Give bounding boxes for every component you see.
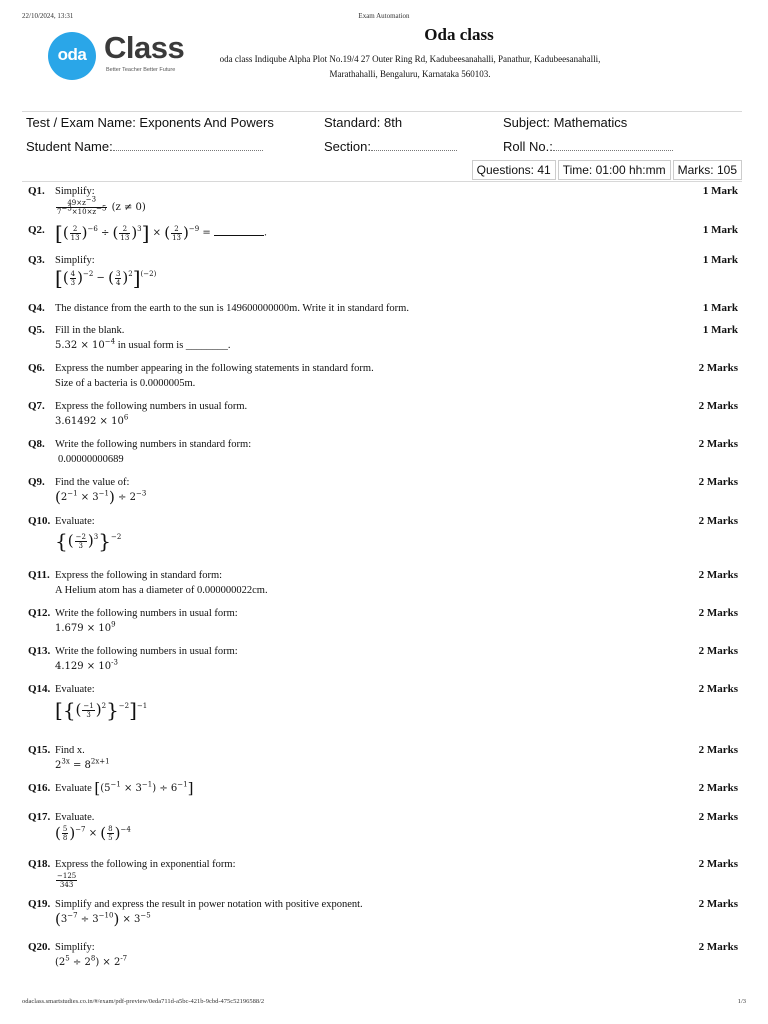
- address-line-2: Marathahalli, Bengaluru, Karnataka 560103.: [329, 69, 491, 79]
- question-16: [28, 781, 744, 810]
- question-text: Write the following numbers in usual form:: [55, 646, 238, 657]
- question-text: Express the following numbers in usual form.: [55, 401, 248, 412]
- question-line2: A Helium atom has a diameter of 0.000000022cm.: [55, 585, 268, 596]
- question-expression: $3.61492 \times 10^6$: [55, 413, 129, 427]
- print-header: [22, 12, 746, 24]
- question-text: Express the number appearing in the following statements in standard form.: [55, 363, 374, 374]
- stat-marks: Marks: 105: [673, 160, 742, 180]
- question-expression: ( $\frac{5}{8}$ )$^{-7}$ × ( $\frac{8}{5}$ )$^{-4}$: [55, 824, 131, 842]
- question-expression: $(3^{-7} \div 3^{-10}) \times 3^{-5}$: [55, 910, 151, 928]
- question-text: Evaluate.: [55, 812, 95, 823]
- question-marks: 1 Mark: [702, 254, 738, 266]
- question-8: [28, 437, 744, 475]
- question-text: Simplify:: [55, 186, 95, 197]
- question-marks: 2 Marks: [698, 941, 738, 953]
- question-number: Q7.: [28, 400, 45, 412]
- question-expression: {( $\frac{-2}{3}$ )$^3$}$^{-2}$: [55, 529, 122, 553]
- question-text: Fill in the blank.: [55, 325, 125, 336]
- question-text: Express the following in exponential form:: [55, 859, 236, 870]
- print-title: Exam Automation: [358, 12, 410, 20]
- question-text: Write the following numbers in usual form:: [55, 608, 238, 619]
- student-name-label: Student Name:: [26, 139, 113, 154]
- question-text: Evaluate:: [55, 684, 95, 695]
- question-text: Find x.: [55, 745, 85, 756]
- question-18: [28, 857, 744, 897]
- question-2: [28, 219, 744, 253]
- exam-standard: Standard: 8th: [324, 115, 403, 130]
- question-marks: 2 Marks: [698, 858, 738, 870]
- question-12: [28, 606, 744, 644]
- question-marks: 2 Marks: [698, 683, 738, 695]
- question-line2: in usual form is ________.: [117, 340, 231, 351]
- stat-time: Time: 01:00 hh:mm: [558, 160, 671, 180]
- question-20: [28, 940, 744, 978]
- brand-logo: [48, 30, 198, 78]
- question-expression: $4.129 \times 10^{-3}$: [55, 658, 118, 672]
- question-17: [28, 810, 744, 857]
- question-subtext: $5.32 \times 10^{-4}$ in usual form is ________.: [55, 337, 231, 351]
- question-number: Q2.: [28, 224, 45, 236]
- question-number: Q11.: [28, 569, 50, 581]
- logo-tagline: Better Teacher Better Future: [106, 67, 176, 73]
- roll-no-label: Roll No.:: [503, 139, 553, 154]
- oda-logo-icon: oda: [48, 32, 96, 80]
- question-10: [28, 514, 744, 568]
- exam-name: Test / Exam Name: Exponents And Powers: [26, 115, 274, 130]
- question-list: [28, 184, 744, 978]
- question-number: Q3.: [28, 254, 45, 266]
- question-3: [28, 253, 744, 301]
- meta-divider: [22, 181, 742, 182]
- question-number: Q8.: [28, 438, 45, 450]
- question-number: Q14.: [28, 683, 51, 695]
- roll-no-field: [503, 139, 673, 154]
- question-marks: 1 Mark: [702, 302, 738, 314]
- question-4: [28, 301, 744, 323]
- exam-stats: [472, 160, 742, 180]
- question-7: [28, 399, 744, 437]
- question-marks: 2 Marks: [698, 782, 738, 794]
- address-line-1: oda class Indiqube Alpha Plot No.19/4 27 Outer Ring Rd, Kadubeesanahalli, Panathur, Kadubeesanahalli,: [219, 54, 601, 64]
- question-5: [28, 323, 744, 361]
- question-text: Find the value of:: [55, 477, 130, 488]
- question-marks: 2 Marks: [698, 515, 738, 527]
- print-timestamp: 22/10/2024, 13:31: [22, 12, 74, 20]
- question-number: Q5.: [28, 324, 45, 336]
- page-url: odaclass.smartstudies.co.in/#/exam/pdf-preview/0eda711d-a5bc-421b-9cbd-475c52196588/2: [22, 998, 265, 1005]
- stat-questions: Questions: 41: [472, 160, 556, 180]
- question-6: [28, 361, 744, 399]
- question-11: [28, 568, 744, 606]
- question-text: The distance from the earth to the sun is 149600000000m. Write it in standard form.: [55, 303, 409, 314]
- question-text: Write the following numbers in standard form:: [55, 439, 252, 450]
- question-text: Simplify:: [55, 255, 95, 266]
- question-text: Express the following in standard form:: [55, 570, 223, 581]
- question-9: [28, 475, 744, 514]
- question-14: [28, 682, 744, 743]
- section-blank: [371, 141, 457, 151]
- question-number: Q4.: [28, 302, 45, 314]
- question-marks: 2 Marks: [698, 898, 738, 910]
- question-expression: $1.679 \times 10^9$: [55, 620, 116, 634]
- question-marks: 1 Mark: [702, 324, 738, 336]
- student-name-field: [26, 139, 263, 154]
- question-marks: 2 Marks: [698, 811, 738, 823]
- question-expression: $\frac{49\times z^{-3}}{7^{-3}\times 10\times z^{-5}}$ (z ≠ 0): [57, 195, 146, 216]
- question-1: [28, 184, 744, 219]
- question-number: Q10.: [28, 515, 51, 527]
- print-footer: [22, 998, 746, 1008]
- roll-no-blank: [553, 141, 673, 151]
- question-number: Q12.: [28, 607, 51, 619]
- question-marks: 2 Marks: [698, 362, 738, 374]
- question-expression: [( $\frac{4}{3}$ )$^{-2}$ − ( $\frac{3}{4}$ )$^2$]$^{(-2)}$: [55, 266, 157, 290]
- question-marks: 2 Marks: [698, 438, 738, 450]
- question-marks: 2 Marks: [698, 744, 738, 756]
- question-expression: $[(5^{-1} \times 3^{-1}) \div 6^{-1}]$: [94, 779, 194, 797]
- question-expression: [{( $\frac{-1}{3}$ )$^2$}$^{-2}$]$^{-1}$: [55, 698, 148, 722]
- question-number: Q16.: [28, 782, 51, 794]
- question-number: Q20.: [28, 941, 51, 953]
- question-number: Q13.: [28, 645, 51, 657]
- question-text: Simplify and express the result in power notation with positive exponent.: [55, 899, 363, 910]
- question-marks: 2 Marks: [698, 400, 738, 412]
- question-marks: 2 Marks: [698, 569, 738, 581]
- question-number: Q6.: [28, 362, 45, 374]
- section-label: Section:: [324, 139, 371, 154]
- page-number: 1/3: [737, 998, 746, 1005]
- question-expression: $(2^{-1} \times 3^{-1}) \div 2^{-3}$: [55, 488, 147, 506]
- question-13: [28, 644, 744, 682]
- question-number: Q17.: [28, 811, 51, 823]
- question-text-row: [55, 781, 744, 796]
- student-name-blank: [113, 141, 263, 151]
- question-text: Evaluate: [55, 783, 92, 794]
- org-name: Oda class: [424, 25, 494, 44]
- question-text: Evaluate:: [55, 516, 95, 527]
- question-number: Q15.: [28, 744, 51, 756]
- question-line2: Size of a bacteria is 0.0000005m.: [55, 378, 196, 389]
- org-address: [190, 52, 630, 82]
- question-marks: 2 Marks: [698, 476, 738, 488]
- question-line2: 0.00000000689: [58, 454, 124, 465]
- question-number: Q9.: [28, 476, 45, 488]
- question-expression: $\frac{-125}{343}$: [57, 872, 77, 889]
- question-marks: 1 Mark: [702, 185, 738, 197]
- section-field: [324, 139, 457, 154]
- question-expression: $(2^5 \div 2^8) \times 2^{-7}$: [55, 954, 128, 968]
- question-15: [28, 743, 744, 781]
- question-expression: $2^{3x} = 8^{2x+1}$: [55, 757, 110, 771]
- question-number: Q18.: [28, 858, 51, 870]
- question-marks: 2 Marks: [698, 607, 738, 619]
- question-19: [28, 897, 744, 940]
- logo-wordmark: Class: [104, 30, 185, 65]
- question-text: Simplify:: [55, 942, 95, 953]
- question-number: Q1.: [28, 185, 45, 197]
- question-number: Q19.: [28, 898, 51, 910]
- question-marks: 1 Mark: [702, 224, 738, 236]
- question-expression: [( $\frac{2}{13}$ )$^{-6}$ ÷ ( $\frac{2}{13}$ )$^3$] × ( $\frac{2}{13}$ )$^{-9}$ = .: [55, 221, 268, 245]
- exam-subject: Subject: Mathematics: [503, 115, 628, 130]
- question-marks: 2 Marks: [698, 645, 738, 657]
- header-divider: [22, 111, 742, 112]
